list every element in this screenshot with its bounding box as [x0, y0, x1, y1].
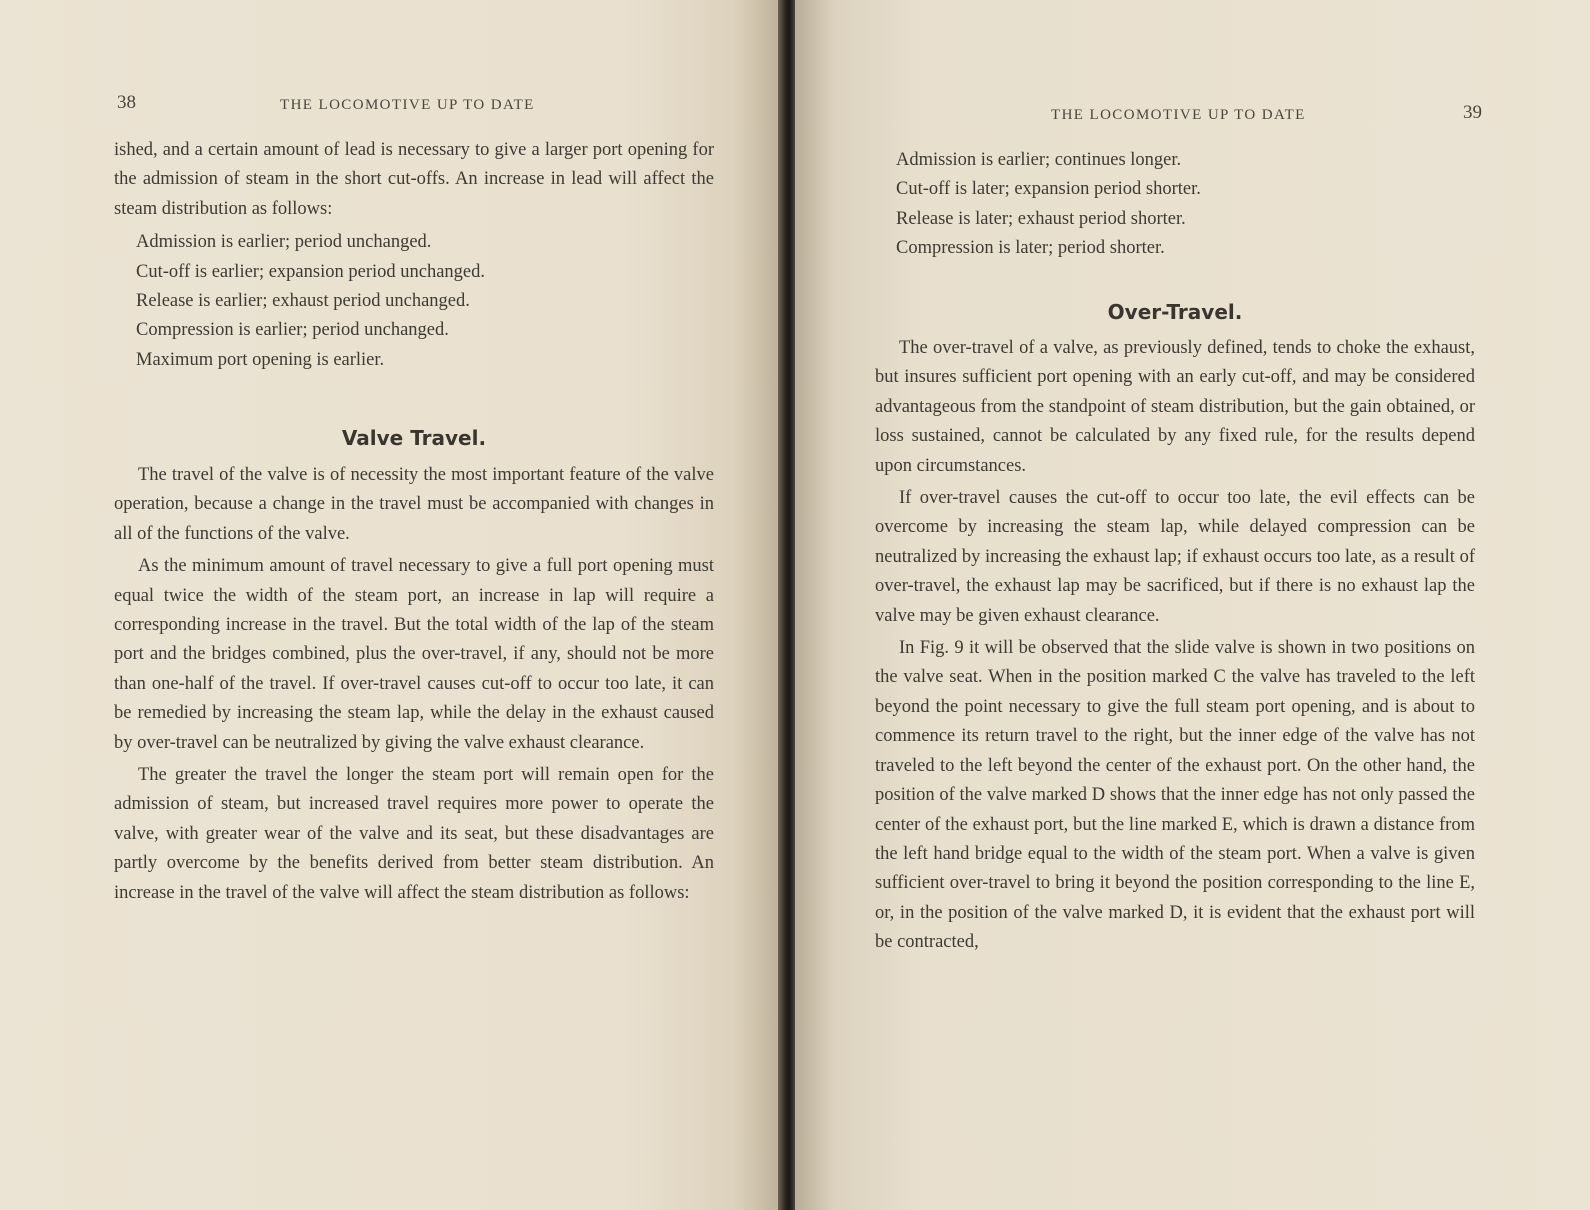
- left-running-head: THE LOCOMOTIVE UP TO DATE: [280, 97, 535, 113]
- right-top-block: [875, 146, 1475, 264]
- left-main-text: [114, 461, 714, 911]
- list-item: Cut-off is earlier; expansion period unchanged.: [136, 261, 485, 282]
- left-top-block: [114, 136, 714, 375]
- list-item: Release is later; exhaust period shorter.: [896, 208, 1186, 229]
- right-page-number: 39: [1463, 102, 1482, 123]
- paragraph: The travel of the valve is of necessity the most important feature of the valve operation, because a change in the travel must be accompanied with changes in all of the functions of the valve.: [114, 465, 714, 544]
- paragraph: The greater the travel the longer the steam port will remain open for the admission of steam, but increased travel requires more power to operate the valve, with greater wear of the valve and its seat, but these disadvantages are partly overcome by the benefits derived from better steam distribution. An increase in the travel of the valve will affect the steam distribution as follows:: [114, 765, 714, 903]
- left-page: [0, 0, 780, 1210]
- list-item: Admission is earlier; continues longer.: [896, 150, 1182, 170]
- valve-travel-heading: Valve Travel.: [341, 426, 487, 450]
- paragraph: If over-travel causes the cut-off to occur too late, the evil effects can be overcome by increasing the steam lap, while delayed compression can be neutralized by increasing the exhaust lap; if exhaust occurs too late, as a result of over-travel, the exhaust lap may be sacrificed, but if there is no exhaust lap the valve may be given exhaust clearance.: [875, 488, 1475, 626]
- list-item: Admission is earlier; period unchanged.: [136, 232, 432, 253]
- list-item: Compression is earlier; period unchanged.: [136, 320, 449, 341]
- over-travel-heading: Over-Travel.: [1107, 300, 1243, 324]
- left-page-number: 38: [117, 92, 136, 113]
- list-item: Maximum port opening is earlier.: [136, 349, 385, 370]
- list-item: Compression is later; period shorter.: [896, 238, 1165, 259]
- travel-effects-list: [875, 146, 1475, 264]
- lead-effects-list: [114, 228, 714, 375]
- right-running-head: THE LOCOMOTIVE UP TO DATE: [1051, 107, 1306, 123]
- list-item: Cut-off is later; expansion period shorter.: [896, 179, 1201, 200]
- paragraph: The over-travel of a valve, as previously defined, tends to choke the exhaust, but insures sufficient port opening with an early cut-off, and may be considered advantageous from the standpoint of steam distribution, but the gain obtained, or loss sustained, cannot be calculated by any fixed rule, for the results depend upon circumstances.: [875, 338, 1475, 476]
- list-item: Release is earlier; exhaust period unchanged.: [136, 291, 470, 312]
- right-main-text: [875, 334, 1475, 961]
- left-opening-paragraph: ished, and a certain amount of lead is necessary to give a larger port opening for the admission of steam in the short cut-offs. An increase in lead will affect the steam distribution as follows:: [114, 140, 714, 219]
- paragraph: In Fig. 9 it will be observed that the slide valve is shown in two positions on the valve seat. When in the position marked C the valve has traveled to the left beyond the point necessary to give the full steam port opening, and is about to commence its return travel to the right, but the inner edge of the valve has not traveled to the left beyond the center of the exhaust port. On the other hand, the position of the valve marked D shows that the inner edge has not only passed the center of the exhaust port, but the line marked E, which is drawn a distance from the left hand bridge equal to the width of the steam port. When a valve is given sufficient over-travel to bring it beyond the position corresponding to the line E, or, in the position of the valve marked D, it is evident that the exhaust port will be contracted,: [875, 638, 1475, 953]
- paragraph: As the minimum amount of travel necessary to give a full port opening must equal twice the width of the steam port, an increase in lap will require a corresponding increase in the travel. But the total width of the lap of the steam port and the bridges combined, plus the over-travel, if any, should not be more than one-half of the travel. If over-travel causes cut-off to occur too late, it can be remedied by increasing the steam lap, while the delay in the exhaust caused by over-travel can be neutralized by giving the valve exhaust clearance.: [114, 556, 714, 753]
- right-page: [795, 0, 1590, 1210]
